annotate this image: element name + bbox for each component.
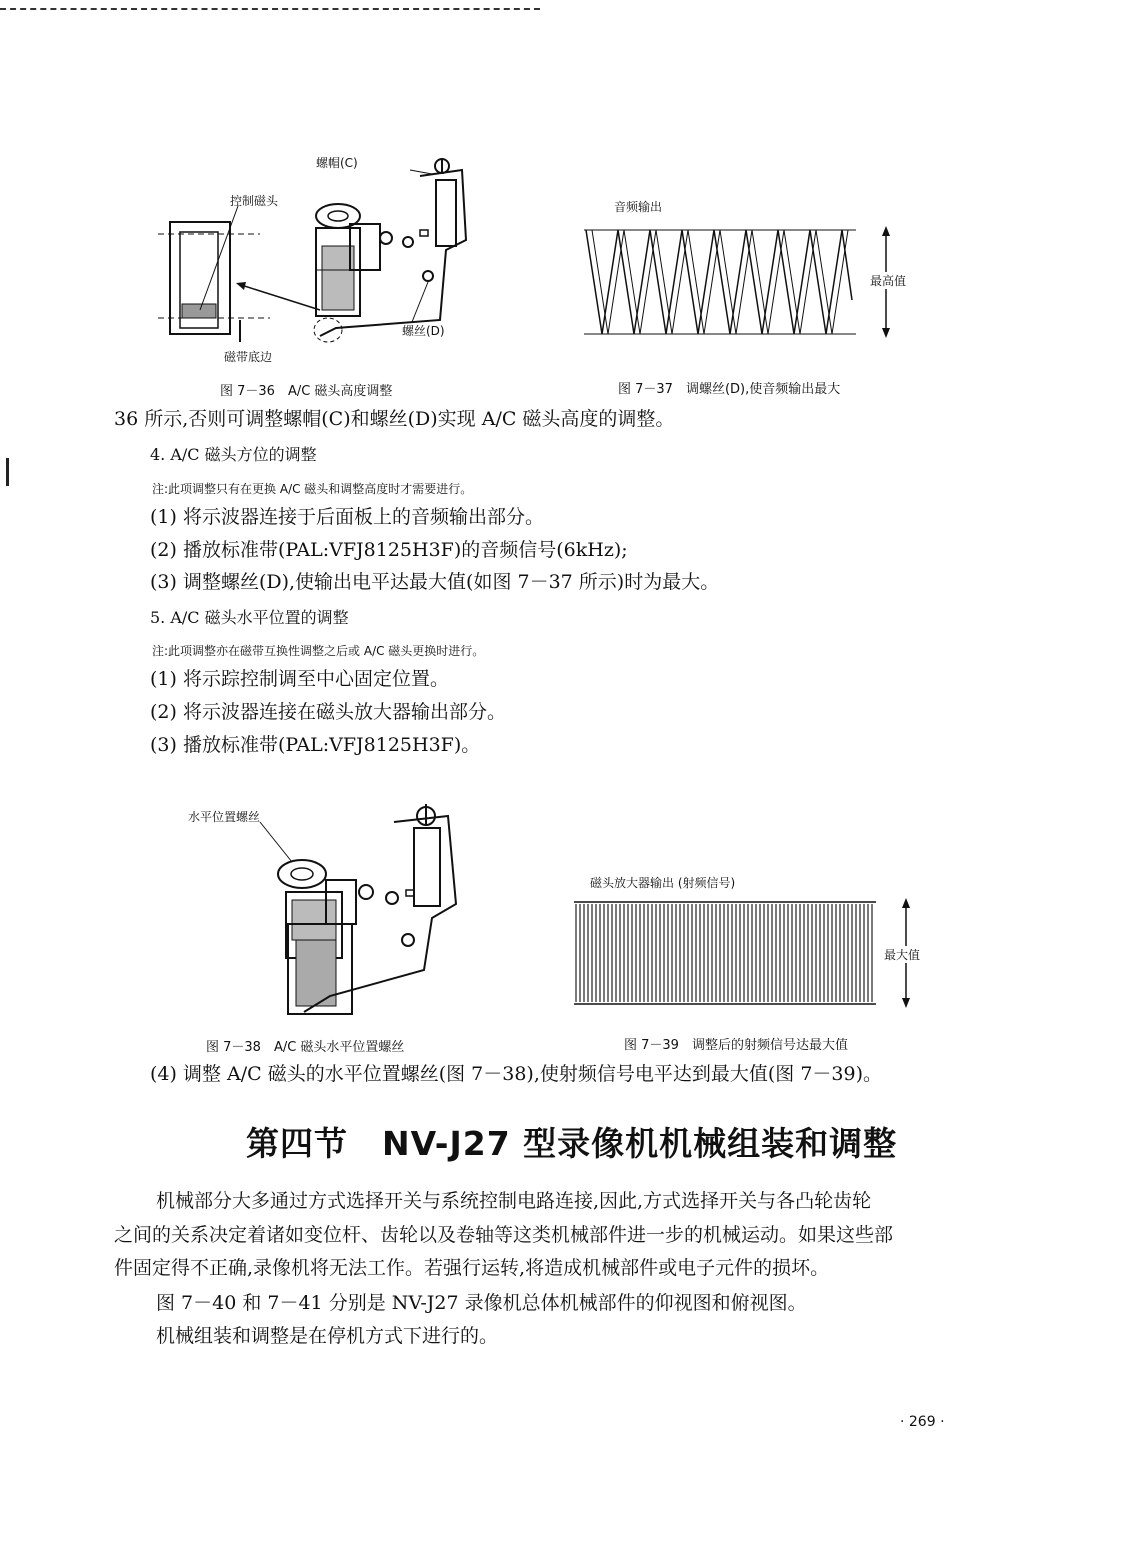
figure-7-37: [580, 190, 920, 350]
heading-ac-head-azimuth: 4. A/C 磁头方位的调整: [150, 445, 317, 464]
section-title: 第四节 NV-J27 型录像机机械组装和调整: [246, 1124, 898, 1163]
note-horizontal: 注:此项调整亦在磁带互换性调整之后或 A/C 磁头更换时进行。: [152, 644, 485, 658]
margin-mark: [6, 458, 9, 486]
rf-signal-waveform: [570, 870, 940, 1020]
body-paragraph-1-line-3: 件固定得不正确,录像机将无法工作。若强行运转,将造成机械部件或电子元件的损坏。: [114, 1257, 830, 1279]
figure-7-36: [150, 150, 490, 370]
control-head-label: 控制磁头: [230, 194, 279, 208]
body-paragraph-3: 机械组装和调整是在停机方式下进行的。: [156, 1325, 499, 1347]
audio-output-label: 音频输出: [614, 200, 663, 214]
body-paragraph-2: 图 7－40 和 7－41 分别是 NV-J27 录像机总体机械部件的仰视图和俯视图。: [156, 1292, 807, 1314]
head-amp-output-label: 磁头放大器输出 (射频信号): [590, 876, 736, 890]
top-dashed-rule: [0, 8, 540, 10]
screw-d-label: 螺丝(D): [402, 324, 445, 338]
caption-fig-7-38: 图 7－38 A/C 磁头水平位置螺丝: [206, 1040, 405, 1055]
horizontal-screw-label: 水平位置螺丝: [188, 810, 261, 824]
caption-fig-7-37: 图 7－37 调螺丝(D),使音频输出最大: [618, 382, 841, 397]
figure-7-39: [570, 870, 940, 1020]
nut-c-label: 螺帽(C): [316, 156, 358, 170]
step-5-2: (2) 将示波器连接在磁头放大器输出部分。: [150, 701, 506, 723]
max-value-label: 最大值: [884, 948, 921, 962]
step-4-2: (2) 播放标准带(PAL:VFJ8125H3F)的音频信号(6kHz);: [150, 539, 628, 561]
step-5-3: (3) 播放标准带(PAL:VFJ8125H3F)。: [150, 734, 481, 756]
caption-fig-7-36: 图 7－36 A/C 磁头高度调整: [220, 384, 393, 399]
step-4-3: (3) 调整螺丝(D),使输出电平达最大值(如图 7－37 所示)时为最大。: [150, 571, 720, 593]
figure-7-38: [180, 800, 480, 1025]
note-azimuth: 注:此项调整只有在更换 A/C 磁头和调整高度时才需要进行。: [152, 482, 473, 496]
step-5-4: (4) 调整 A/C 磁头的水平位置螺丝(图 7－38),使射频信号电平达到最大值(图 7－39)。: [150, 1063, 882, 1085]
horizontal-screw-drawing: [180, 800, 480, 1025]
paragraph-continuation: 36 所示,否则可调整螺帽(C)和螺丝(D)实现 A/C 磁头高度的调整。: [114, 408, 675, 430]
heading-ac-head-horizontal: 5. A/C 磁头水平位置的调整: [150, 608, 349, 627]
body-paragraph-1-line-2: 之间的关系决定着诸如变位杆、齿轮以及卷轴等这类机械部件进一步的机械运动。如果这些部: [114, 1224, 894, 1246]
step-4-1: (1) 将示波器连接于后面板上的音频输出部分。: [150, 506, 544, 528]
step-5-1: (1) 将示踪控制调至中心固定位置。: [150, 668, 449, 690]
page-number: · 269 ·: [900, 1414, 945, 1430]
tape-bottom-edge-label: 磁带底边: [224, 350, 273, 364]
max-value-label: 最高值: [870, 274, 907, 288]
body-paragraph-1-line-1: 机械部分大多通过方式选择开关与系统控制电路连接,因此,方式选择开关与各凸轮齿轮: [156, 1190, 872, 1212]
caption-fig-7-39: 图 7－39 调整后的射频信号达最大值: [624, 1038, 848, 1053]
rf-signal-lines: [576, 904, 872, 1002]
